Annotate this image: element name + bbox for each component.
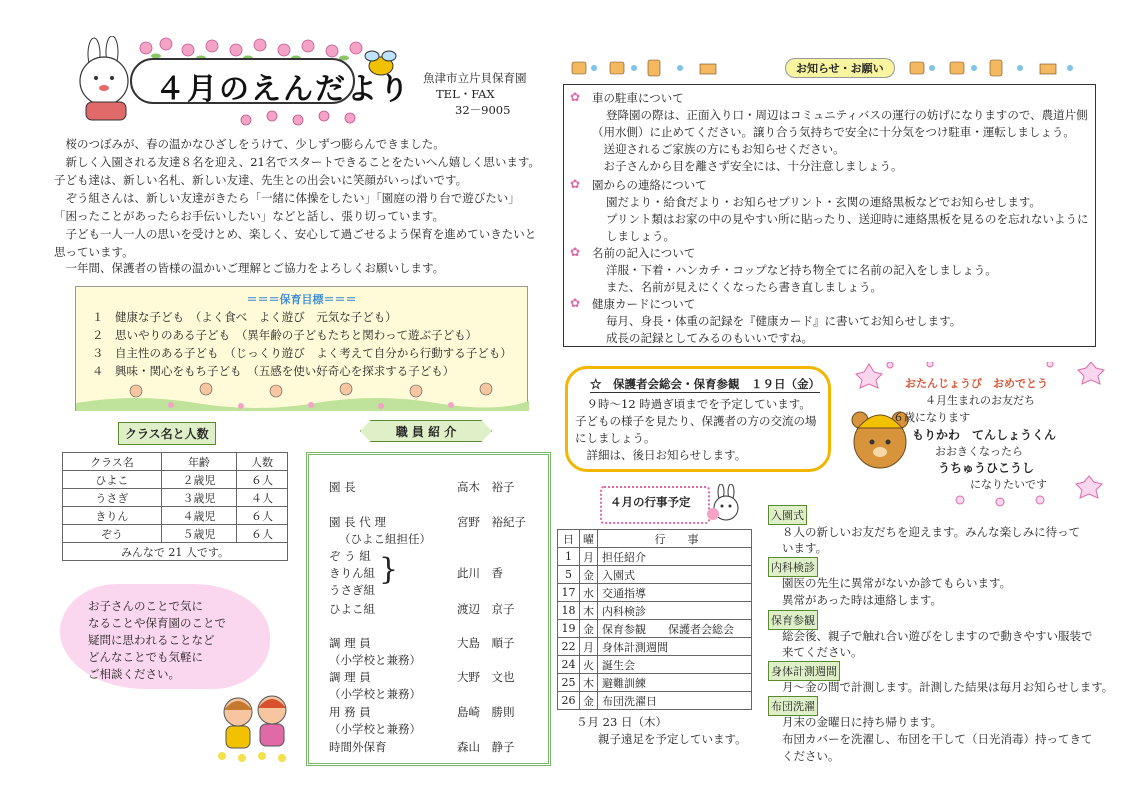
table-cell: 保育参観 保護者会総会 xyxy=(598,620,752,638)
staff-name: 大島 順子 xyxy=(457,636,515,650)
intro-line: 新しく入園される友達８名を迎え、21名でスタートできることをたいへん嬉しく思います。 xyxy=(54,155,540,169)
children-playing-illustration xyxy=(76,379,529,411)
meeting-line: ９時～12 時過ぎ頃までを予定しています。 xyxy=(575,397,811,411)
table-cell: 26 xyxy=(558,692,580,710)
goals-title: ＝＝＝保育目標＝＝＝ xyxy=(246,293,357,306)
event-detail-line: ください。 xyxy=(782,749,840,763)
bunny-icon xyxy=(705,484,749,524)
flower-icon: ✿ xyxy=(570,296,581,310)
event-detail-label: 保育参観 xyxy=(768,610,818,630)
staff-name: 島崎 勝則 xyxy=(457,705,515,719)
goals-box xyxy=(75,286,528,411)
event-detail-line: います。 xyxy=(782,541,828,555)
table-cell: 木 xyxy=(580,602,598,620)
table-row xyxy=(558,638,752,656)
staff-note: （小学校と兼務） xyxy=(329,653,421,667)
staff-role: 園 長 代 理 xyxy=(329,515,386,529)
table-row xyxy=(63,489,288,507)
school-name: 魚津市立片貝保育園 xyxy=(423,71,527,85)
staff-name: 宮野 裕紀子 xyxy=(457,515,526,529)
staff-role: 調 理 員 xyxy=(329,636,371,650)
event-detail-line: 月～金の間で計測します。計測した結果は毎月お知らせします。 xyxy=(782,680,1114,694)
table-cell: きりん xyxy=(63,507,162,525)
brace: } xyxy=(379,552,399,587)
notice-line: 洋服・下着・ハンカチ・コップなど持ち物全てに名前の記入をしましょう。 xyxy=(606,263,997,277)
notice-section-title: 名前の記入について xyxy=(592,246,696,260)
table-cell: ６人 xyxy=(237,471,288,489)
table-cell: ４歳児 xyxy=(161,507,236,525)
events-label: ４月の行事予定 xyxy=(610,495,691,509)
birthday-line: になりたいです xyxy=(970,478,1047,491)
table-cell: 内科検診 xyxy=(598,602,752,620)
flower-icon: ✿ xyxy=(570,177,581,191)
intro-line: 一年間、保護者の皆様の温かいご理解とご協力をよろしくお願いします。 xyxy=(54,261,445,275)
page-title: ４月のえんだより xyxy=(155,72,411,107)
class-label: クラス名と人数 xyxy=(118,422,216,445)
table-cell: ひよこ xyxy=(63,471,162,489)
table-cell: 入園式 xyxy=(598,566,752,584)
event-detail-line: 異常があった時は連絡します。 xyxy=(782,593,942,607)
event-detail-line: 来てください。 xyxy=(782,645,863,659)
table-cell: ぞう xyxy=(63,525,162,543)
event-detail-line: 総会後、親子で触れ合い遊びをしますので動きやすい服装で xyxy=(782,629,1093,643)
table-cell: 25 xyxy=(558,674,580,692)
intro-line: 思っています。 xyxy=(54,245,134,259)
table-row xyxy=(558,602,752,620)
table-cell: 交通指導 xyxy=(598,584,752,602)
table-row xyxy=(558,566,752,584)
children-illustration xyxy=(212,690,300,762)
notice-label: お知らせ・お願い xyxy=(785,58,895,78)
bubble-line: ご相談ください。 xyxy=(88,667,180,681)
table-cell: 木 xyxy=(580,674,598,692)
event-detail-line: 布団カバーを洗濯し、布団を干して（日光消毒）持ってきて xyxy=(782,732,1093,746)
table-cell: ５歳児 xyxy=(161,525,236,543)
table-cell: 18 xyxy=(558,602,580,620)
intro-line: 桜のつぼみが、春の温かなひざしをうけて、少しずつ膨らんできました。 xyxy=(54,137,445,151)
event-detail-label: 布団洗濯 xyxy=(768,696,818,716)
staff-name: 森山 静子 xyxy=(457,740,515,754)
bunny-icon xyxy=(80,36,128,120)
table-header: 人数 xyxy=(237,453,288,471)
table-cell: 金 xyxy=(580,566,598,584)
staff-note: （小学校と兼務） xyxy=(329,687,421,701)
table-row xyxy=(558,692,752,710)
staff-name: 渡辺 京子 xyxy=(457,602,515,616)
table-cell: 金 xyxy=(580,692,598,710)
event-detail-label: 内科検診 xyxy=(768,557,818,577)
birthday-line: ６歳になります xyxy=(893,411,970,424)
class-total: みんなで 21 人です。 xyxy=(63,543,288,561)
notice-line: 園だより・給食だより・お知らせプリント・玄関の連絡黒板などでお知らせします。 xyxy=(606,195,1041,209)
birthday-dream: うちゅうひこうし xyxy=(938,461,1035,475)
table-cell: 1 xyxy=(558,548,580,566)
table-row xyxy=(63,525,288,543)
notice-line: また、名前が見えにくくなったら書き直しましょう。 xyxy=(606,280,882,294)
events-note: 親子遠足を予定しています。 xyxy=(598,732,747,746)
table-row xyxy=(63,453,288,471)
table-row xyxy=(63,471,288,489)
table-cell: 火 xyxy=(580,656,598,674)
table-row xyxy=(558,620,752,638)
notice-line: 成長の記録としてみるのもいいですね。 xyxy=(606,331,813,345)
flower-icon: ✿ xyxy=(570,245,581,259)
staff-group: うさぎ組 xyxy=(329,583,375,597)
class-table xyxy=(62,452,288,561)
table-cell: 5 xyxy=(558,566,580,584)
meeting-line: 子どもの様子を見たり、保護者の方の交流の場 xyxy=(575,414,817,428)
staff-role: 用 務 員 xyxy=(329,705,371,719)
notice-section-title: 車の駐車について xyxy=(592,91,684,105)
staff-role: 園 長 xyxy=(329,480,356,494)
table-cell: ６人 xyxy=(237,507,288,525)
goal-item: １ 健康な子ども （よく食べ よく遊び 元気な子ども） xyxy=(92,310,397,324)
event-detail-line: 月末の金曜日に持ち帰ります。 xyxy=(782,715,943,729)
staff-name: 大野 文也 xyxy=(457,670,515,684)
notice-line: 送迎されるご家族の方にもお知らせください。 xyxy=(592,142,845,156)
goal-item: ２ 思いやりのある子ども （異年齢の子どもたちと関わって遊ぶ子ども） xyxy=(92,328,478,342)
staff-name: 此川 香 xyxy=(457,566,503,580)
table-header: 年齢 xyxy=(161,453,236,471)
intro-line: 子ども達は、新しい名札、新しい友達、先生との出会いに笑顔がいっぱいです。 xyxy=(54,173,468,187)
table-cell: ３歳児 xyxy=(161,489,236,507)
staff-role: ひよこ組 xyxy=(329,602,375,616)
table-cell: 金 xyxy=(580,620,598,638)
table-header: 日 xyxy=(558,530,580,548)
table-cell: 水 xyxy=(580,584,598,602)
table-header: 行 事 xyxy=(598,530,752,548)
goal-item: ３ 自主性のある子ども （じっくり遊び よく考えて自分から行動する子ども） xyxy=(92,346,512,360)
birthday-child-name: もりかわ てんしょうくん xyxy=(912,428,1057,442)
staff-note: （小学校と兼務） xyxy=(329,722,421,736)
staff-label: 職 員 紹 介 xyxy=(395,425,457,439)
bubble-line: どんなことでも気軽に xyxy=(88,650,203,664)
table-cell: ４人 xyxy=(237,489,288,507)
table-cell: うさぎ xyxy=(63,489,162,507)
meeting-title: ☆ 保護者会総会・保育参観 １９日（金） xyxy=(590,377,820,391)
table-row xyxy=(558,656,752,674)
staff-note: （ひよこ組担任） xyxy=(339,532,431,546)
notice-section-title: 健康カードについて xyxy=(592,297,696,311)
table-cell: 19 xyxy=(558,620,580,638)
notice-line: プリント類はお家の中の見やすい所に貼ったり、送迎時に連絡黒板を見るのを忘れないように xyxy=(606,212,1089,226)
event-detail-line: ８人の新しいお友だちを迎えます。みんな楽しみに待って xyxy=(782,525,1081,539)
flower-icon: ✿ xyxy=(570,90,581,104)
notice-section-title: 園からの連絡について xyxy=(592,178,707,192)
event-detail-label: 入園式 xyxy=(768,505,807,525)
birthday-line: おおきくなったら xyxy=(935,445,1023,458)
staff-name: 高木 裕子 xyxy=(457,480,515,494)
table-cell: 24 xyxy=(558,656,580,674)
events-note-date: ５月 23 日（木） xyxy=(576,715,667,729)
tel-label: TEL・FAX xyxy=(436,87,495,101)
table-cell: 22 xyxy=(558,638,580,656)
table-cell: ６人 xyxy=(237,525,288,543)
table-cell: 誕生会 xyxy=(598,656,752,674)
table-cell: 避難訓練 xyxy=(598,674,752,692)
staff-group: きりん組 xyxy=(329,566,375,580)
events-table xyxy=(557,529,752,710)
intro-line: 「困ったことがあったらお手伝いしたい」などと話し、張り切っています。 xyxy=(54,209,444,223)
notice-line: お子さんから目を離さず安全には、十分注意しましょう。 xyxy=(592,159,903,173)
table-cell: 月 xyxy=(580,548,598,566)
intro-line: ぞう組さんは、新しい友達がきたら「一緒に体操をしたい」「園庭の滑り台で遊びたい」 xyxy=(54,191,520,205)
bubble-line: 疑問に思われることなど xyxy=(88,633,215,647)
table-row xyxy=(63,507,288,525)
notice-line: （用水側）に止めてください。譲り合う気持ちで安全に十分気をつけ駐車・運転しましょう。 xyxy=(592,125,1075,139)
meeting-line: 詳細は、後日お知らせします。 xyxy=(575,448,747,462)
table-header: 曜 xyxy=(580,530,598,548)
table-header: クラス名 xyxy=(63,453,162,471)
table-cell: 月 xyxy=(580,638,598,656)
birthday-line: ４月生まれのお友だち xyxy=(925,394,1035,407)
notice-line: しましょう。 xyxy=(606,229,675,243)
staff-role: 調 理 員 xyxy=(329,670,371,684)
table-row xyxy=(558,674,752,692)
table-row xyxy=(63,543,288,561)
event-detail-label: 身体計測週間 xyxy=(768,661,840,681)
event-detail-line: 園医の先生に異常がないか診てもらいます。 xyxy=(782,576,1012,590)
table-cell: 担任紹介 xyxy=(598,548,752,566)
table-row xyxy=(558,548,752,566)
table-cell: 17 xyxy=(558,584,580,602)
birthday-title: おたんじょうび おめでとう xyxy=(905,377,1048,390)
table-row xyxy=(558,584,752,602)
staff-role: 時間外保育 xyxy=(329,740,387,754)
intro-line: 子ども一人一人の思いを受けとめ、楽しく、安心して過ごせるよう保育を進めていきたいと xyxy=(54,227,537,241)
table-cell: ２歳児 xyxy=(161,471,236,489)
staff-box xyxy=(306,452,551,766)
bubble-line: お子さんのことで気に xyxy=(88,599,203,613)
meeting-line: にしましょう。 xyxy=(575,431,656,445)
bubble-line: なることや保育園のことで xyxy=(88,616,226,630)
notice-line: 毎月、身長・体重の記録を『健康カード』に書いてお知らせします。 xyxy=(606,314,962,328)
table-row xyxy=(558,530,752,548)
goal-item: ４ 興味・関心をもち子ども （五感を使い好奇心を探求する子ども） xyxy=(92,364,455,378)
notice-line: 登降園の際は、正面入り口・周辺はコミュニティバスの運行の妨げになりますので、農道片側 xyxy=(606,108,1088,122)
tel-number: 32－9005 xyxy=(455,103,511,117)
table-cell: 布団洗濯日 xyxy=(598,692,752,710)
staff-group: ぞ う 組 xyxy=(329,549,371,563)
table-cell: 身体計測週間 xyxy=(598,638,752,656)
